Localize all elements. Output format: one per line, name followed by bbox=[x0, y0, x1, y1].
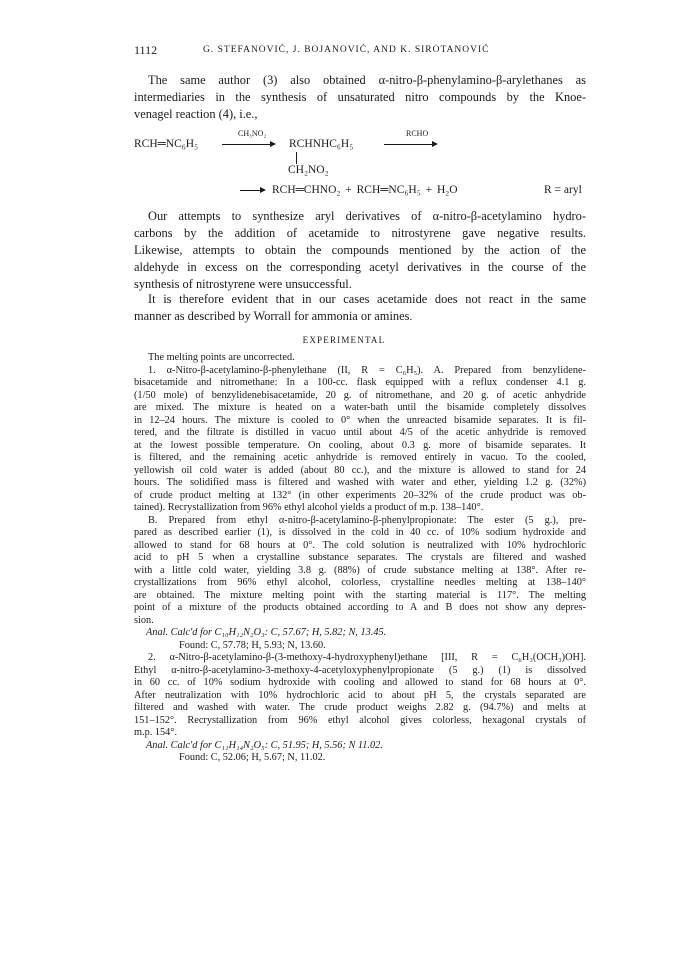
exp-line: point of a mixture of the products obtained according to A and B does not show any depres- bbox=[134, 602, 586, 613]
body-line: carbons by the addition of acetamide to nitrostyrene gave negative results. bbox=[134, 226, 586, 240]
body-line: synthesis of nitrostyrene were unsuccessful. bbox=[134, 277, 352, 291]
exp-line: of crude product melting at 132° (in other experiments 20–32% of the crude product was ob- bbox=[134, 489, 586, 501]
exp-line: Ethyl α-nitro-β-acetylamino-3-methoxy-4-acetyloxyphenylpropionate (5 g.) (1) is dissolved bbox=[134, 664, 586, 676]
scheme-reagent-nitromethane: CH₃NO₂ bbox=[238, 129, 267, 138]
arrowhead-icon bbox=[260, 187, 266, 193]
scheme-products: RCH═CHNO₂ + RCH═NC₆H₅ + H₂O bbox=[272, 184, 458, 196]
exp-line: are obtained. The mixture melting point with the starting material is 117°. The melting bbox=[134, 589, 586, 601]
analysis-calculated: Anal. Calc'd for C₁₀H₁₂N₂O₃: C, 57.67; H, 5.82; N, 13.45. bbox=[146, 627, 387, 638]
exp-line: with a little cold water, yielding 3.8 g. (88%) of crude substance melting at 138°. After re- bbox=[134, 564, 586, 576]
body-line: Likewise, attempts to obtain the compounds mentioned by the action of the bbox=[134, 243, 586, 257]
exp-line: at the lowest possible temperature. On cooling, about 0.3 g. more of bisamide separates. It bbox=[134, 439, 586, 451]
exp-line: 1. α-Nitro-β-acetylamino-β-phenylethane (II, R = C₆H₅). A. Prepared from benzylidene- bbox=[148, 364, 586, 376]
exp-line: After neutralization with 10% hydrochloric acid to about pH 5, the crystals separated are bbox=[134, 689, 586, 701]
reaction-arrow bbox=[384, 144, 434, 145]
analysis-found: Found: C, 57.78; H, 5.93; N, 13.60. bbox=[179, 639, 326, 651]
exp-line: crystallizations from 96% ethyl alcohol, colorless, crystalline needles melting at 138–140° bbox=[134, 577, 586, 588]
body-line: aldehyde in excess on the corresponding acetyl derivatives in the course of the bbox=[134, 260, 586, 274]
exp-line: pared as described earlier (1), is dissolved in the cold in 40 cc. of 10% sodium hydroxide and bbox=[134, 527, 586, 538]
exp-line: allowed to stand for 68 hours at 0°. The cold solution is neutralized with 10% hydrochloric bbox=[134, 539, 586, 551]
experimental-heading: EXPERIMENTAL bbox=[302, 335, 386, 345]
bond-line bbox=[296, 152, 297, 164]
intro-line: The same author (3) also obtained α-nitro-β-phenylamino-β-arylethanes as bbox=[148, 73, 586, 87]
intro-line: intermediaries in the synthesis of unsaturated nitro compounds by the Knoe- bbox=[134, 90, 586, 104]
analysis-found: Found: C, 52.06; H, 5.67; N, 11.02. bbox=[179, 752, 326, 763]
exp-line: acid to pH 5 when a crystalline substance separates. The crystals are filtered and washed bbox=[134, 552, 586, 563]
exp-line: bisacetamide and nitromethane: In a 100-cc. flask equipped with a reflux condenser 4.1 g. bbox=[134, 377, 586, 388]
running-header-authors: G. STEFANOVIĆ, J. BOJANOVIĆ, AND K. SIROTANOVIĆ bbox=[203, 45, 490, 55]
exp-line: in 12–24 hours. The mixture is cooled to 0° when the unreacted bisamide separates. It is fil- bbox=[134, 414, 586, 426]
experimental-section bbox=[134, 352, 586, 765]
exp-line: sion. bbox=[134, 614, 154, 626]
exp-line: 2. α-Nitro-β-acetylamino-β-(3-methoxy-4-hydroxyphenyl)ethane [III, R = C₆H₃(OCH₃)OH]. bbox=[148, 652, 586, 663]
arrowhead-icon bbox=[432, 141, 438, 147]
reaction-arrow bbox=[222, 144, 272, 145]
exp-line: tained). Recrystallization from 96% ethyl alcohol yields a product of m.p. 138–140°. bbox=[134, 502, 484, 513]
exp-line: are mixed. The mixture is heated on a water-bath until the bisamide completely dissolves bbox=[134, 402, 586, 413]
scheme-condition: R = aryl bbox=[544, 184, 582, 196]
scheme-reagent-aldehyde: RCHO bbox=[406, 129, 429, 138]
exp-line: filtered and washed with water. The crude product weighs 2.82 g. (94.7%) and melts at bbox=[134, 702, 586, 713]
exp-line: (1/50 mole) of benzylidenebisacetamide, 20 g. of nitromethane, and 20 g. of acetic anhydride bbox=[134, 389, 586, 401]
conclusion-paragraph bbox=[134, 291, 586, 325]
scheme-intermediate: RCHNHC₆H₅ bbox=[289, 138, 354, 150]
reaction-arrow bbox=[240, 190, 262, 191]
intro-paragraph bbox=[134, 72, 586, 123]
body-line: It is therefore evident that in our cases acetamide does not react in the same bbox=[148, 292, 586, 306]
exp-line: is filtered, and the remaining acetic anhydride is removed entirely in vacuo. To the cooled, bbox=[134, 452, 586, 463]
scheme-reactant: RCH═NC₆H₅ bbox=[134, 138, 199, 150]
exp-line: 151–152°. Recrystallization from 96% ethyl alcohol gives colorless, hexagonal crystals of bbox=[134, 714, 586, 726]
exp-line: tered, and the filtrate is distilled in vacuo until about 4/5 of the acetic anhydride is removed bbox=[134, 427, 586, 438]
exp-line: yellowish oil cold water is added (about 80 cc.), and the mixture is allowed to stand for 24 bbox=[134, 464, 586, 476]
exp-line: The melting points are uncorrected. bbox=[148, 352, 295, 363]
arrowhead-icon bbox=[270, 141, 276, 147]
exp-line: hours. The solidified mass is filtered and washed with water and ether, yielding 1.2 g. (32%) bbox=[134, 477, 586, 488]
exp-line: B. Prepared from ethyl α-nitro-β-acetylamino-β-phenylpropionate: The ester (5 g.), pre- bbox=[148, 514, 586, 526]
body-line: Our attempts to synthesize aryl derivatives of α-nitro-β-acetylamino hydro- bbox=[148, 209, 586, 223]
exp-line: in 60 cc. of 10% sodium hydroxide with cooling and allowed to stand for 68 hours at 0°. bbox=[134, 677, 586, 688]
scheme-substituent: CH₂NO₂ bbox=[288, 164, 329, 176]
body-line: manner as described by Worrall for ammonia or amines. bbox=[134, 309, 413, 323]
page-number: 1112 bbox=[134, 43, 158, 57]
intro-line: venagel reaction (4), i.e., bbox=[134, 107, 258, 121]
exp-line: m.p. 154°. bbox=[134, 727, 178, 738]
attempts-paragraph bbox=[134, 208, 586, 293]
analysis-calculated: Anal. Calc'd for C₁₁H₁₄N₂O₅: C, 51.95; H, 5.56; N 11.02. bbox=[146, 739, 383, 751]
